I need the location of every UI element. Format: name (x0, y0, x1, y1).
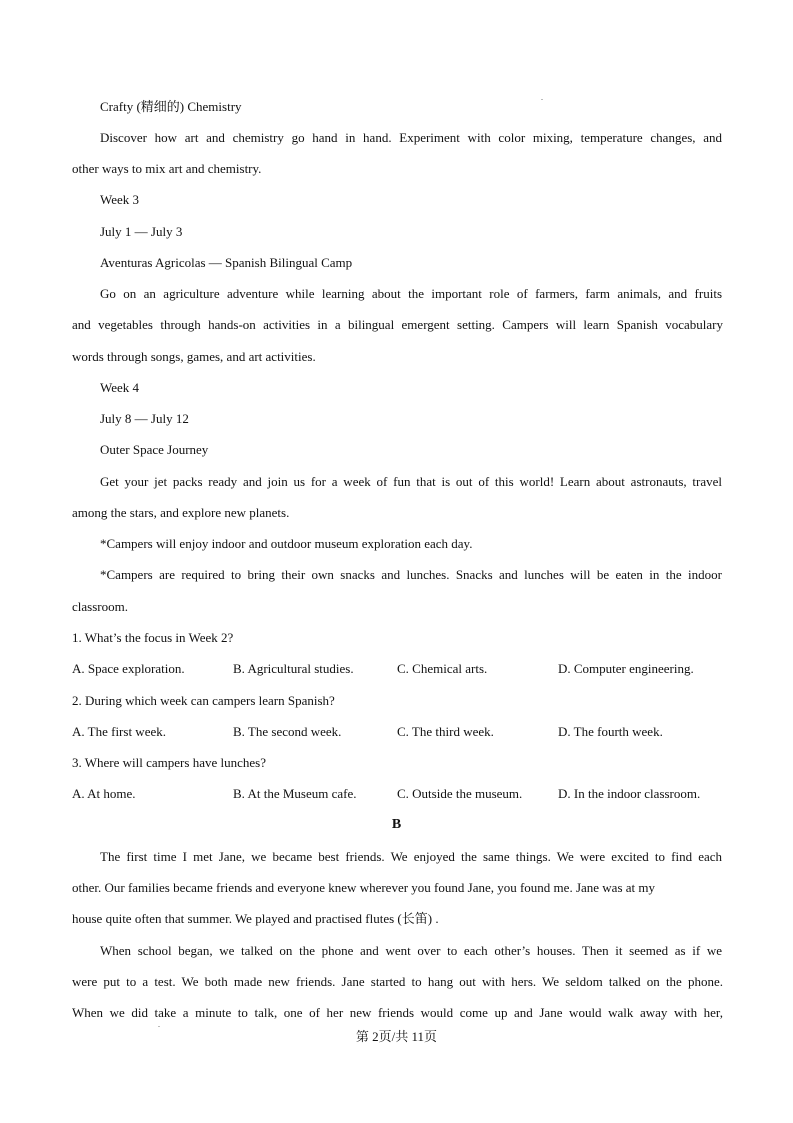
question-option: C. Chemical arts. (397, 661, 488, 676)
week3-paragraph-line: words through songs, games, and art activities. (72, 349, 316, 364)
week3-paragraph-line: Go on an agriculture adventure while learning about the important role of farmers, farm animals, and fruits (100, 286, 722, 301)
question-option: C. The third week. (397, 724, 494, 739)
passage-b-line: When school began, we talked on the phone and went over to each other’s houses. Then it seemed as if we (100, 943, 722, 958)
scan-speck (158, 1026, 160, 1027)
question-option: B. Agricultural studies. (233, 661, 354, 676)
question-option: C. Outside the museum. (397, 786, 523, 801)
week3-title: Aventuras Agricolas — Spanish Bilingual Camp (100, 255, 353, 270)
chemistry-paragraph-line: other ways to mix art and chemistry. (72, 161, 262, 176)
question-option: D. The fourth week. (558, 724, 663, 739)
page-number: 第 2页/共 11页 (355, 1029, 438, 1044)
week4-paragraph-line: among the stars, and explore new planets. (72, 505, 290, 520)
question-option: D. Computer engineering. (558, 661, 694, 676)
passage-b-line: other. Our families became friends and everyone knew wherever you found Jane, you found me. Jane was at my (72, 880, 656, 895)
week3-label: Week 3 (100, 192, 140, 207)
note-line: classroom. (72, 599, 128, 614)
passage-b-line: were put to a test. We both made new friends. Jane started to hang out with hers. We seldom talked on the phone. (72, 974, 723, 989)
question-stem: 2. During which week can campers learn Spanish? (72, 693, 335, 708)
week3-dates: July 1 — July 3 (100, 224, 183, 239)
note-line: *Campers will enjoy indoor and outdoor museum exploration each day. (100, 536, 473, 551)
chemistry-paragraph-line: Discover how art and chemistry go hand in hand. Experiment with color mixing, temperature changes, and (100, 130, 722, 145)
chemistry-title: Crafty (精细的) Chemistry (100, 99, 242, 114)
note-line: *Campers are required to bring their own snacks and lunches. Snacks and lunches will be eaten in the indoor (100, 567, 722, 582)
passage-b-line: The first time I met Jane, we became best friends. We enjoyed the same things. We were excited to find each (100, 849, 722, 864)
question-stem: 3. Where will campers have lunches? (72, 755, 266, 770)
section-heading: B (391, 817, 402, 832)
week4-dates: July 8 — July 12 (100, 411, 189, 426)
question-option: A. Space exploration. (72, 661, 185, 676)
question-option: A. At home. (72, 786, 136, 801)
passage-b-line: When we did take a minute to talk, one of her new friends would come up and Jane would walk away with her, (72, 1005, 723, 1020)
question-option: A. The first week. (72, 724, 166, 739)
question-option: B. At the Museum cafe. (233, 786, 357, 801)
week4-paragraph-line: Get your jet packs ready and join us for a week of fun that is out of this world! Learn about astronauts, travel (100, 474, 722, 489)
week4-title: Outer Space Journey (100, 442, 209, 457)
week3-paragraph-line: and vegetables through hands-on activities in a bilingual emergent setting. Campers will learn Spanish vocabulary (72, 317, 723, 332)
scan-speck (541, 99, 543, 100)
question-option: B. The second week. (233, 724, 342, 739)
question-stem: 1. What’s the focus in Week 2? (72, 630, 234, 645)
passage-b-line: house quite often that summer. We played and practised flutes (长笛) . (72, 911, 439, 926)
question-option: D. In the indoor classroom. (558, 786, 701, 801)
week4-label: Week 4 (100, 380, 140, 395)
